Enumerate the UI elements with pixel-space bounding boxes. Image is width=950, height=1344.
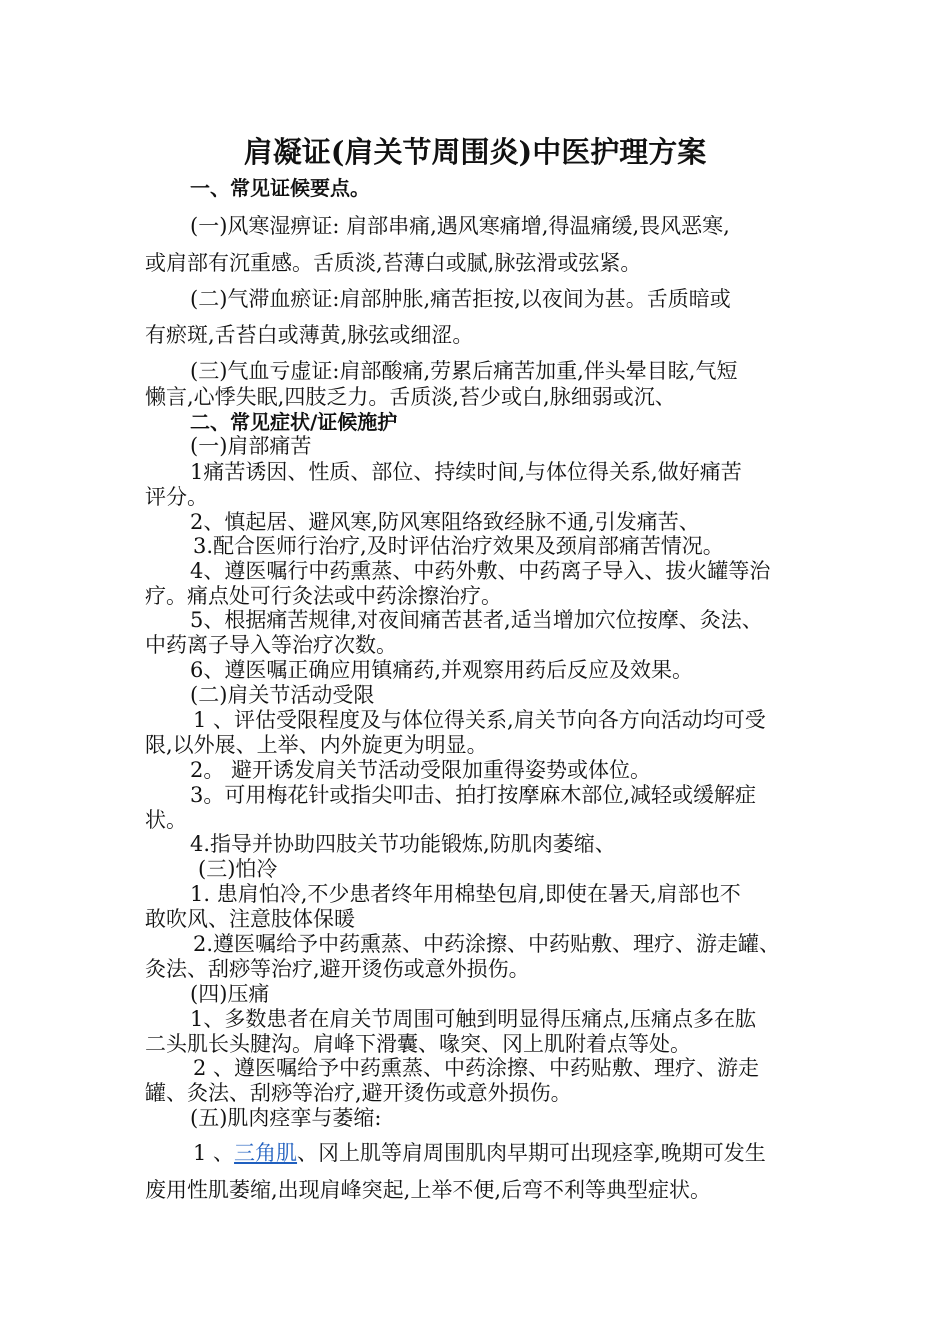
document-title: 肩凝证(肩关节周围炎)中医护理方案 <box>243 135 707 169</box>
cold-item1-line2: 敢吹风、注意肢体保暖 <box>145 907 355 931</box>
syndrome-deficiency-line1: (三)气血亏虚证:肩部酸痛,劳累后痛苦加重,伴头晕目眩,气短 <box>190 359 738 383</box>
syndrome-qi-stagnation-line2: 有瘀斑,舌苔白或薄黄,脉弦或细涩。 <box>145 323 474 347</box>
activity-item3-line1: 3。可用梅花针或指尖叩击、拍打按摩麻木部位,减轻或缓解症 <box>190 783 757 807</box>
pain-item4-line1: 4、遵医嘱行中药熏蒸、中药外敷、中药离子导入、拔火罐等治 <box>190 559 771 583</box>
cold-item1-line1: 1. 患肩怕冷,不少患者终年用棉垫包肩,即使在暑天,肩部也不 <box>190 882 741 906</box>
pain-item4-line2: 疗。痛点处可行灸法或中药涂擦治疗。 <box>145 584 502 608</box>
deltoid-link[interactable]: 三角肌 <box>234 1141 298 1165</box>
pain-item1-line2: 评分。 <box>145 485 208 509</box>
cold-item2-line2: 灸法、刮痧等治疗,避开烫伤或意外损伤。 <box>145 957 530 981</box>
pain-item6: 6、遵医嘱正确应用镇痛药,并观察用药后反应及效果。 <box>190 658 694 682</box>
activity-item3-line2: 状。 <box>145 808 187 832</box>
spasm-item1-rest: 、冈上肌等肩周围肌肉早期可出现痉挛,晚期可发生 <box>297 1141 766 1165</box>
tenderness-item2-line2: 罐、灸法、刮痧等治疗,避开烫伤或意外损伤。 <box>145 1081 572 1105</box>
tenderness-item1-line2: 二头肌长头腱沟。肩峰下滑囊、喙突、冈上肌附着点等处。 <box>145 1032 691 1056</box>
tenderness-item1-line1: 1、多数患者在肩关节周围可触到明显得压痛点,压痛点多在肱 <box>190 1007 757 1031</box>
syndrome-wind-cold-line1: (一)风寒湿痹证: 肩部串痛,遇风寒痛增,得温痛缓,畏风恶寒, <box>190 214 730 238</box>
cold-item2-line1: 2.遵医嘱给予中药熏蒸、中药涂擦、中药贴敷、理疗、游走罐、 <box>193 932 781 956</box>
pain-item5-line1: 5、根据痛苦规律,对夜间痛苦甚者,适当增加穴位按摩、灸法、 <box>190 608 763 632</box>
activity-item1-line1: 1 、评估受限程度及与体位得关系,肩关节向各方向活动均可受 <box>193 708 766 732</box>
subsection-activity-limited: (二)肩关节活动受限 <box>190 683 375 707</box>
tenderness-item2-line1: 2 、遵医嘱给予中药熏蒸、中药涂擦、中药贴敷、理疗、游走 <box>193 1056 760 1080</box>
pain-item5-line2: 中药离子导入等治疗次数。 <box>145 633 397 657</box>
syndrome-wind-cold-line2: 或肩部有沉重感。舌质淡,苔薄白或腻,脉弦滑或弦紧。 <box>145 251 642 275</box>
spasm-item1-line1 <box>193 1140 766 1166</box>
syndrome-qi-stagnation-line1: (二)气滞血瘀证:肩部肿胀,痛苦拒按,以夜间为甚。舌质暗或 <box>190 287 731 311</box>
activity-item4: 4.指导并协助四肢关节功能锻炼,防肌肉萎缩、 <box>190 832 616 856</box>
activity-item2: 2。 避开诱发肩关节活动受限加重得姿势或体位。 <box>190 758 652 782</box>
subsection-muscle-spasm: (五)肌肉痉挛与萎缩: <box>190 1106 382 1130</box>
subsection-shoulder-pain: (一)肩部痛苦 <box>190 434 312 458</box>
subsection-tenderness: (四)压痛 <box>190 982 270 1006</box>
pain-item1-line1: 1痛苦诱因、性质、部位、持续时间,与体位得关系,做好痛苦 <box>190 460 742 484</box>
spasm-item1-line2: 废用性肌萎缩,出现肩峰突起,上举不便,后弯不利等典型症状。 <box>145 1178 712 1202</box>
spasm-item1-prefix: 1 、 <box>193 1141 235 1165</box>
section1-heading: 一、常见证候要点。 <box>190 176 370 200</box>
activity-item1-line2: 限,以外展、上举、内外旋更为明显。 <box>145 733 488 757</box>
pain-item2: 2、慎起居、避风寒,防风寒阻络致经脉不通,引发痛苦、 <box>190 510 700 534</box>
syndrome-deficiency-line2: 懒言,心悸失眠,四肢乏力。舌质淡,苔少或白,脉细弱或沉、 <box>145 385 676 409</box>
subsection-fear-cold: (三)怕冷 <box>198 857 278 881</box>
pain-item3: 3.配合医师行治疗,及时评估治疗效果及颈肩部痛苦情况。 <box>193 534 724 558</box>
section2-heading: 二、常见症状/证候施护 <box>190 410 398 434</box>
